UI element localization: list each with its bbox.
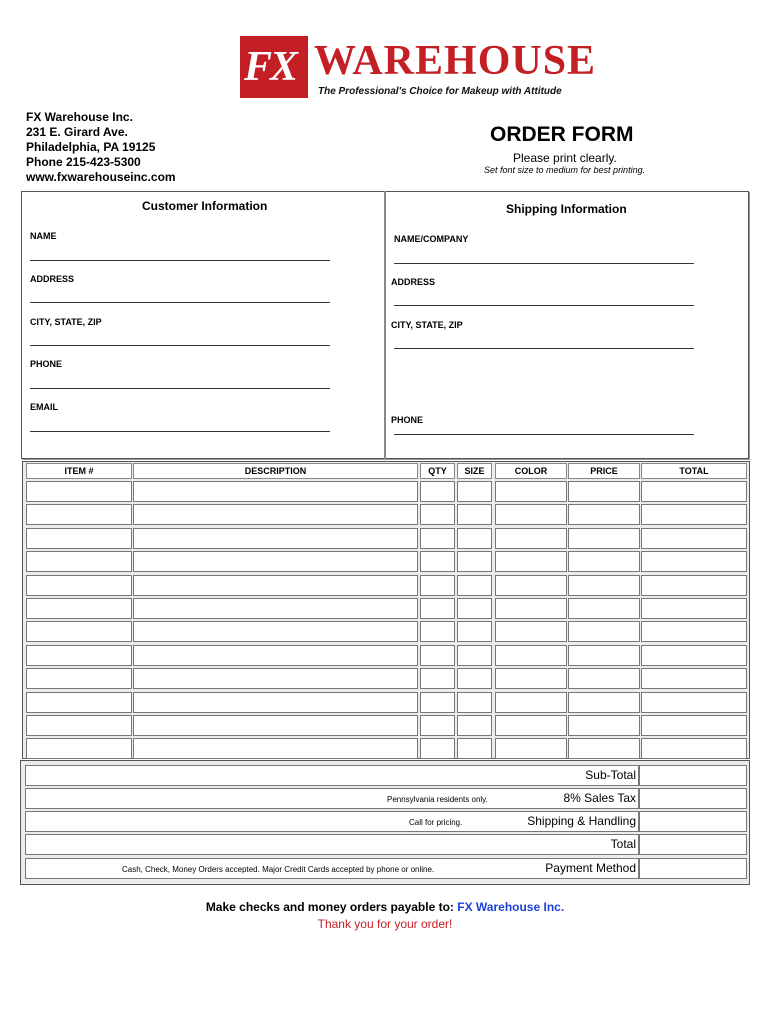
item-cell-item[interactable] <box>26 504 132 525</box>
item-cell-item[interactable] <box>26 598 132 619</box>
customer-email-label: EMAIL <box>30 402 58 412</box>
item-cell-qty[interactable] <box>420 528 455 549</box>
total-row <box>25 834 639 855</box>
items-table <box>22 461 750 759</box>
shipping-name-field[interactable] <box>394 263 694 264</box>
item-cell-color[interactable] <box>495 738 567 759</box>
logo-tagline: The Professional's Choice for Makeup with Attitude <box>318 86 562 97</box>
item-cell-total[interactable] <box>641 668 747 689</box>
item-cell-color[interactable] <box>495 598 567 619</box>
payment-row <box>25 858 639 879</box>
customer-address-field[interactable] <box>30 302 330 303</box>
item-cell-size[interactable] <box>457 692 492 713</box>
total-field[interactable] <box>639 834 747 855</box>
item-cell-size[interactable] <box>457 738 492 759</box>
item-cell-size[interactable] <box>457 551 492 572</box>
info-divider <box>384 191 386 459</box>
item-cell-size[interactable] <box>457 481 492 502</box>
item-cell-description[interactable] <box>133 575 418 596</box>
item-cell-size[interactable] <box>457 645 492 666</box>
subtotal-field[interactable] <box>639 765 747 786</box>
customer-name-field[interactable] <box>30 260 330 261</box>
item-cell-qty[interactable] <box>420 575 455 596</box>
item-cell-color[interactable] <box>495 481 567 502</box>
item-cell-size[interactable] <box>457 598 492 619</box>
item-cell-description[interactable] <box>133 738 418 759</box>
shipping-heading: Shipping Information <box>506 202 627 216</box>
item-cell-description[interactable] <box>133 481 418 502</box>
item-cell-total[interactable] <box>641 645 747 666</box>
shipping-row <box>25 811 639 832</box>
item-cell-price[interactable] <box>568 715 640 736</box>
payable-line <box>0 900 770 914</box>
totals-box <box>20 760 750 885</box>
payment-label: Payment Method <box>545 861 636 875</box>
item-cell-size[interactable] <box>457 621 492 642</box>
item-cell-color[interactable] <box>495 621 567 642</box>
header-color: COLOR <box>495 463 567 479</box>
item-cell-total[interactable] <box>641 715 747 736</box>
item-cell-color[interactable] <box>495 645 567 666</box>
company-street: 231 E. Girard Ave. <box>26 125 128 139</box>
item-cell-description[interactable] <box>133 504 418 525</box>
customer-address-label: ADDRESS <box>30 274 75 284</box>
header-description: DESCRIPTION <box>133 463 418 479</box>
item-cell-qty[interactable] <box>420 621 455 642</box>
customer-city-label: CITY, STATE, ZIP <box>30 317 102 327</box>
item-cell-description[interactable] <box>133 621 418 642</box>
item-cell-total[interactable] <box>641 575 747 596</box>
item-cell-item[interactable] <box>26 692 132 713</box>
shipping-label: Shipping & Handling <box>527 814 636 828</box>
item-cell-total[interactable] <box>641 738 747 759</box>
item-cell-qty[interactable] <box>420 645 455 666</box>
shipping-city-field[interactable] <box>394 348 694 349</box>
item-cell-size[interactable] <box>457 715 492 736</box>
item-cell-color[interactable] <box>495 528 567 549</box>
payable-text: Make checks and money orders payable to: <box>205 900 458 914</box>
header-total: TOTAL <box>641 463 747 479</box>
customer-name-label: NAME <box>30 231 57 241</box>
item-cell-qty[interactable] <box>420 692 455 713</box>
company-logo <box>240 36 597 102</box>
item-cell-description[interactable] <box>133 668 418 689</box>
item-cell-total[interactable] <box>641 528 747 549</box>
shipping-address-label: ADDRESS <box>391 277 436 287</box>
customer-city-field[interactable] <box>30 345 330 346</box>
item-cell-price[interactable] <box>568 621 640 642</box>
payment-field[interactable] <box>639 858 747 879</box>
item-cell-item[interactable] <box>26 551 132 572</box>
item-cell-price[interactable] <box>568 645 640 666</box>
item-cell-price[interactable] <box>568 504 640 525</box>
logo-fx-box <box>240 36 308 98</box>
item-cell-qty[interactable] <box>420 738 455 759</box>
item-cell-price[interactable] <box>568 692 640 713</box>
item-cell-qty[interactable] <box>420 598 455 619</box>
customer-heading: Customer Information <box>142 199 268 213</box>
item-cell-description[interactable] <box>133 528 418 549</box>
item-cell-price[interactable] <box>568 575 640 596</box>
company-info <box>26 110 176 185</box>
item-cell-description[interactable] <box>133 598 418 619</box>
item-cell-total[interactable] <box>641 598 747 619</box>
item-cell-description[interactable] <box>133 715 418 736</box>
shipping-field[interactable] <box>639 811 747 832</box>
item-cell-qty[interactable] <box>420 481 455 502</box>
company-website: www.fxwarehouseinc.com <box>26 170 176 184</box>
company-name: FX Warehouse Inc. <box>26 110 133 124</box>
logo-fx-text: FX <box>244 44 297 90</box>
item-cell-description[interactable] <box>133 692 418 713</box>
tax-field[interactable] <box>639 788 747 809</box>
shipping-phone-label: PHONE <box>391 415 424 425</box>
header-price: PRICE <box>568 463 640 479</box>
customer-email-field[interactable] <box>30 431 330 432</box>
payment-note: Cash, Check, Money Orders accepted. Major Credit Cards accepted by phone or online. <box>122 865 435 874</box>
subtotal-label: Sub-Total <box>585 768 636 782</box>
item-cell-total[interactable] <box>641 504 747 525</box>
info-box <box>21 191 749 459</box>
customer-phone-label: PHONE <box>30 359 63 369</box>
item-cell-total[interactable] <box>641 621 747 642</box>
item-cell-description[interactable] <box>133 551 418 572</box>
item-cell-total[interactable] <box>641 692 747 713</box>
shipping-note: Call for pricing. <box>409 818 463 827</box>
item-cell-color[interactable] <box>495 551 567 572</box>
item-cell-item[interactable] <box>26 528 132 549</box>
tax-note: Pennsylvania residents only. <box>387 795 488 804</box>
item-cell-price[interactable] <box>568 551 640 572</box>
item-cell-size[interactable] <box>457 668 492 689</box>
header-qty: QTY <box>420 463 455 479</box>
item-cell-size[interactable] <box>457 575 492 596</box>
item-cell-qty[interactable] <box>420 504 455 525</box>
item-cell-color[interactable] <box>495 692 567 713</box>
item-cell-qty[interactable] <box>420 715 455 736</box>
total-label: Total <box>610 837 636 851</box>
item-cell-price[interactable] <box>568 528 640 549</box>
company-city: Philadelphia, PA 19125 <box>26 140 156 154</box>
item-cell-total[interactable] <box>641 551 747 572</box>
item-cell-item[interactable] <box>26 481 132 502</box>
header-item: ITEM # <box>26 463 132 479</box>
form-title: ORDER FORM <box>490 123 634 146</box>
subtotal-row <box>25 765 639 786</box>
item-cell-total[interactable] <box>641 481 747 502</box>
item-cell-color[interactable] <box>495 575 567 596</box>
shipping-phone-field[interactable] <box>394 434 694 435</box>
item-cell-item[interactable] <box>26 621 132 642</box>
item-cell-price[interactable] <box>568 738 640 759</box>
item-cell-item[interactable] <box>26 575 132 596</box>
item-cell-qty[interactable] <box>420 668 455 689</box>
item-cell-color[interactable] <box>495 715 567 736</box>
form-instruction: Please print clearly. <box>513 151 617 165</box>
item-cell-item[interactable] <box>26 715 132 736</box>
company-phone: Phone 215-423-5300 <box>26 155 141 169</box>
item-cell-description[interactable] <box>133 645 418 666</box>
thank-you: Thank you for your order! <box>317 917 453 931</box>
tax-row <box>25 788 639 809</box>
item-cell-price[interactable] <box>568 481 640 502</box>
customer-phone-field[interactable] <box>30 388 330 389</box>
header-size: SIZE <box>457 463 492 479</box>
item-cell-color[interactable] <box>495 504 567 525</box>
item-cell-size[interactable] <box>457 528 492 549</box>
logo-wordmark: WAREHOUSE <box>314 38 597 84</box>
shipping-name-label: NAME/COMPANY <box>394 234 469 244</box>
payable-company: FX Warehouse Inc. <box>457 900 565 914</box>
item-cell-item[interactable] <box>26 738 132 759</box>
item-cell-price[interactable] <box>568 598 640 619</box>
item-cell-size[interactable] <box>457 504 492 525</box>
item-cell-item[interactable] <box>26 645 132 666</box>
item-cell-color[interactable] <box>495 668 567 689</box>
item-cell-item[interactable] <box>26 668 132 689</box>
item-cell-price[interactable] <box>568 668 640 689</box>
shipping-city-label: CITY, STATE, ZIP <box>391 320 463 330</box>
font-note: Set font size to medium for best printing. <box>484 165 646 175</box>
item-cell-qty[interactable] <box>420 551 455 572</box>
tax-label: 8% Sales Tax <box>563 791 636 805</box>
shipping-address-field[interactable] <box>394 305 694 306</box>
